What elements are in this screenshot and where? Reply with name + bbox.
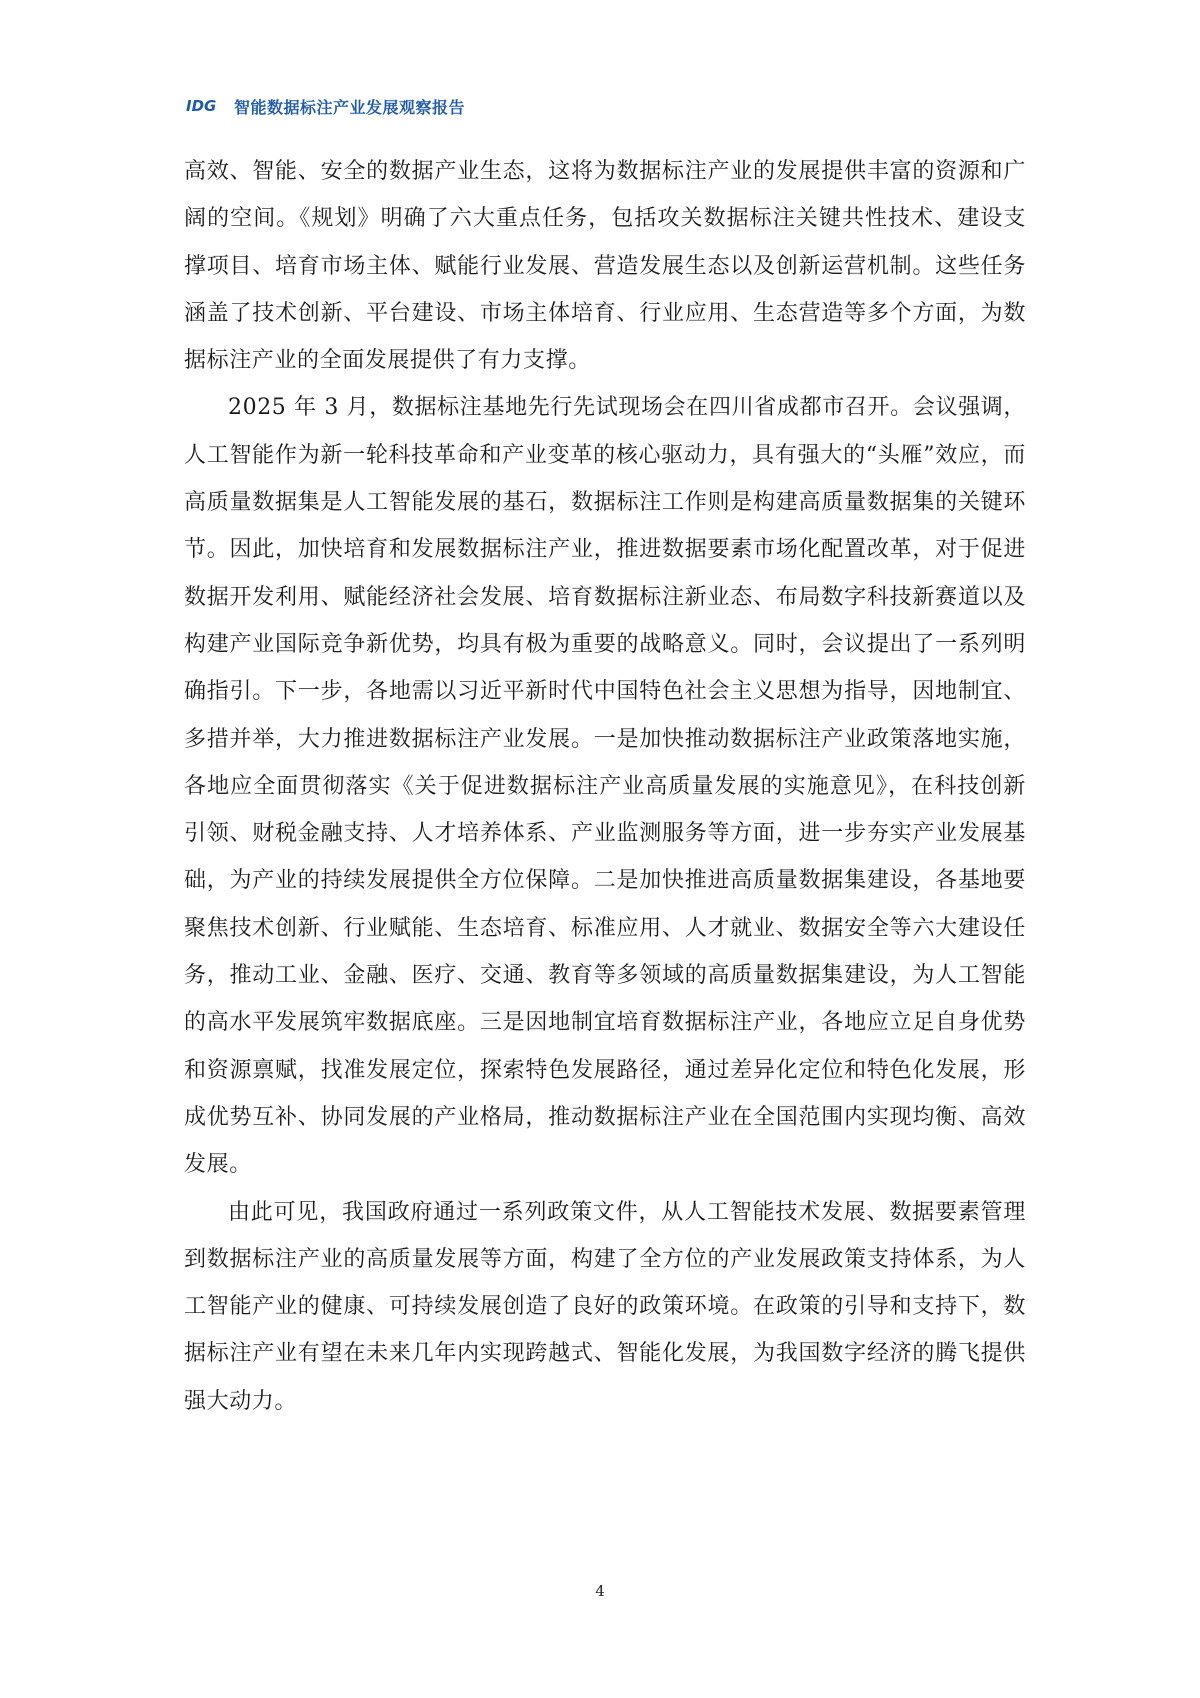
paragraph-2: 2025 年 3 月，数据标注基地先行先试现场会在四川省成都市召开。会议强调，人工智能作为新一轮科技革命和产业变革的核心驱动力，具有强大的“头雁”效应，而高质量数据集是人工智能发展的基石，数据标注工作则是构建高质量数据集的关键环节。因此，加快培育和发展数据标注产业，推进数据要素市场化配置改革，对于促进数据开发利用、赋能经济社会发展、培育数据标注新业态、布局数字科技新赛道以及构建产业国际竞争新优势，均具有极为重要的战略意义。同时，会议提出了一系列明确指引。下一步，各地需以习近平新时代中国特色社会主义思想为指导，因地制宜、多措并举，大力推进数据标注产业发展。一是加快推动数据标注产业政策落地实施，各地应全面贯彻落实《关于促进数据标注产业高质量发展的实施意见》，在科技创新引领、财税金融支持、人才培养体系、产业监测服务等方面，进一步夯实产业发展基础，为产业的持续发展提供全方位保障。二是加快推进高质量数据集建设，各基地要聚焦技术创新、行业赋能、生态培育、标准应用、人才就业、数据安全等六大建设任务，推动工业、金融、医疗、交通、教育等多领域的高质量数据集建设，为人工智能的高水平发展筑牢数据底座。三是因地制宜培育数据标注产业，各地应立足自身优势和资源禀赋，找准发展定位，探索特色发展路径，通过差异化定位和特色化发展，形成优势互补、协同发展的产业格局，推动数据标注产业在全国范围内实现均衡、高效发展。 [184, 395, 1026, 1178]
svg-text:IDG: IDG [186, 97, 217, 115]
report-title: 智能数据标注产业发展观察报告 [234, 97, 466, 117]
page-header [186, 92, 465, 120]
idg-logo [186, 97, 226, 115]
body-text [184, 148, 1026, 1425]
paragraph-3: 由此可见，我国政府通过一系列政策文件，从人工智能技术发展、数据要素管理到数据标注产业的高质量发展等方面，构建了全方位的产业发展政策支持体系，为人工智能产业的健康、可持续发展创造了良好的政策环境。在政策的引导和支持下，数据标注产业有望在未来几年内实现跨越式、智能化发展，为我国数字经济的腾飞提供强大动力。 [184, 1199, 1026, 1414]
page-number: 4 [595, 1582, 605, 1600]
paragraph-1: 高效、智能、安全的数据产业生态，这将为数据标注产业的发展提供丰富的资源和广阔的空间。《规划》明确了六大重点任务，包括攻关数据标注关键共性技术、建设支撑项目、培育市场主体、赋能行业发展、营造发展生态以及创新运营机制。这些任务涵盖了技术创新、平台建设、市场主体培育、行业应用、生态营造等多个方面，为数据标注产业的全面发展提供了有力支撑。 [184, 159, 1026, 374]
